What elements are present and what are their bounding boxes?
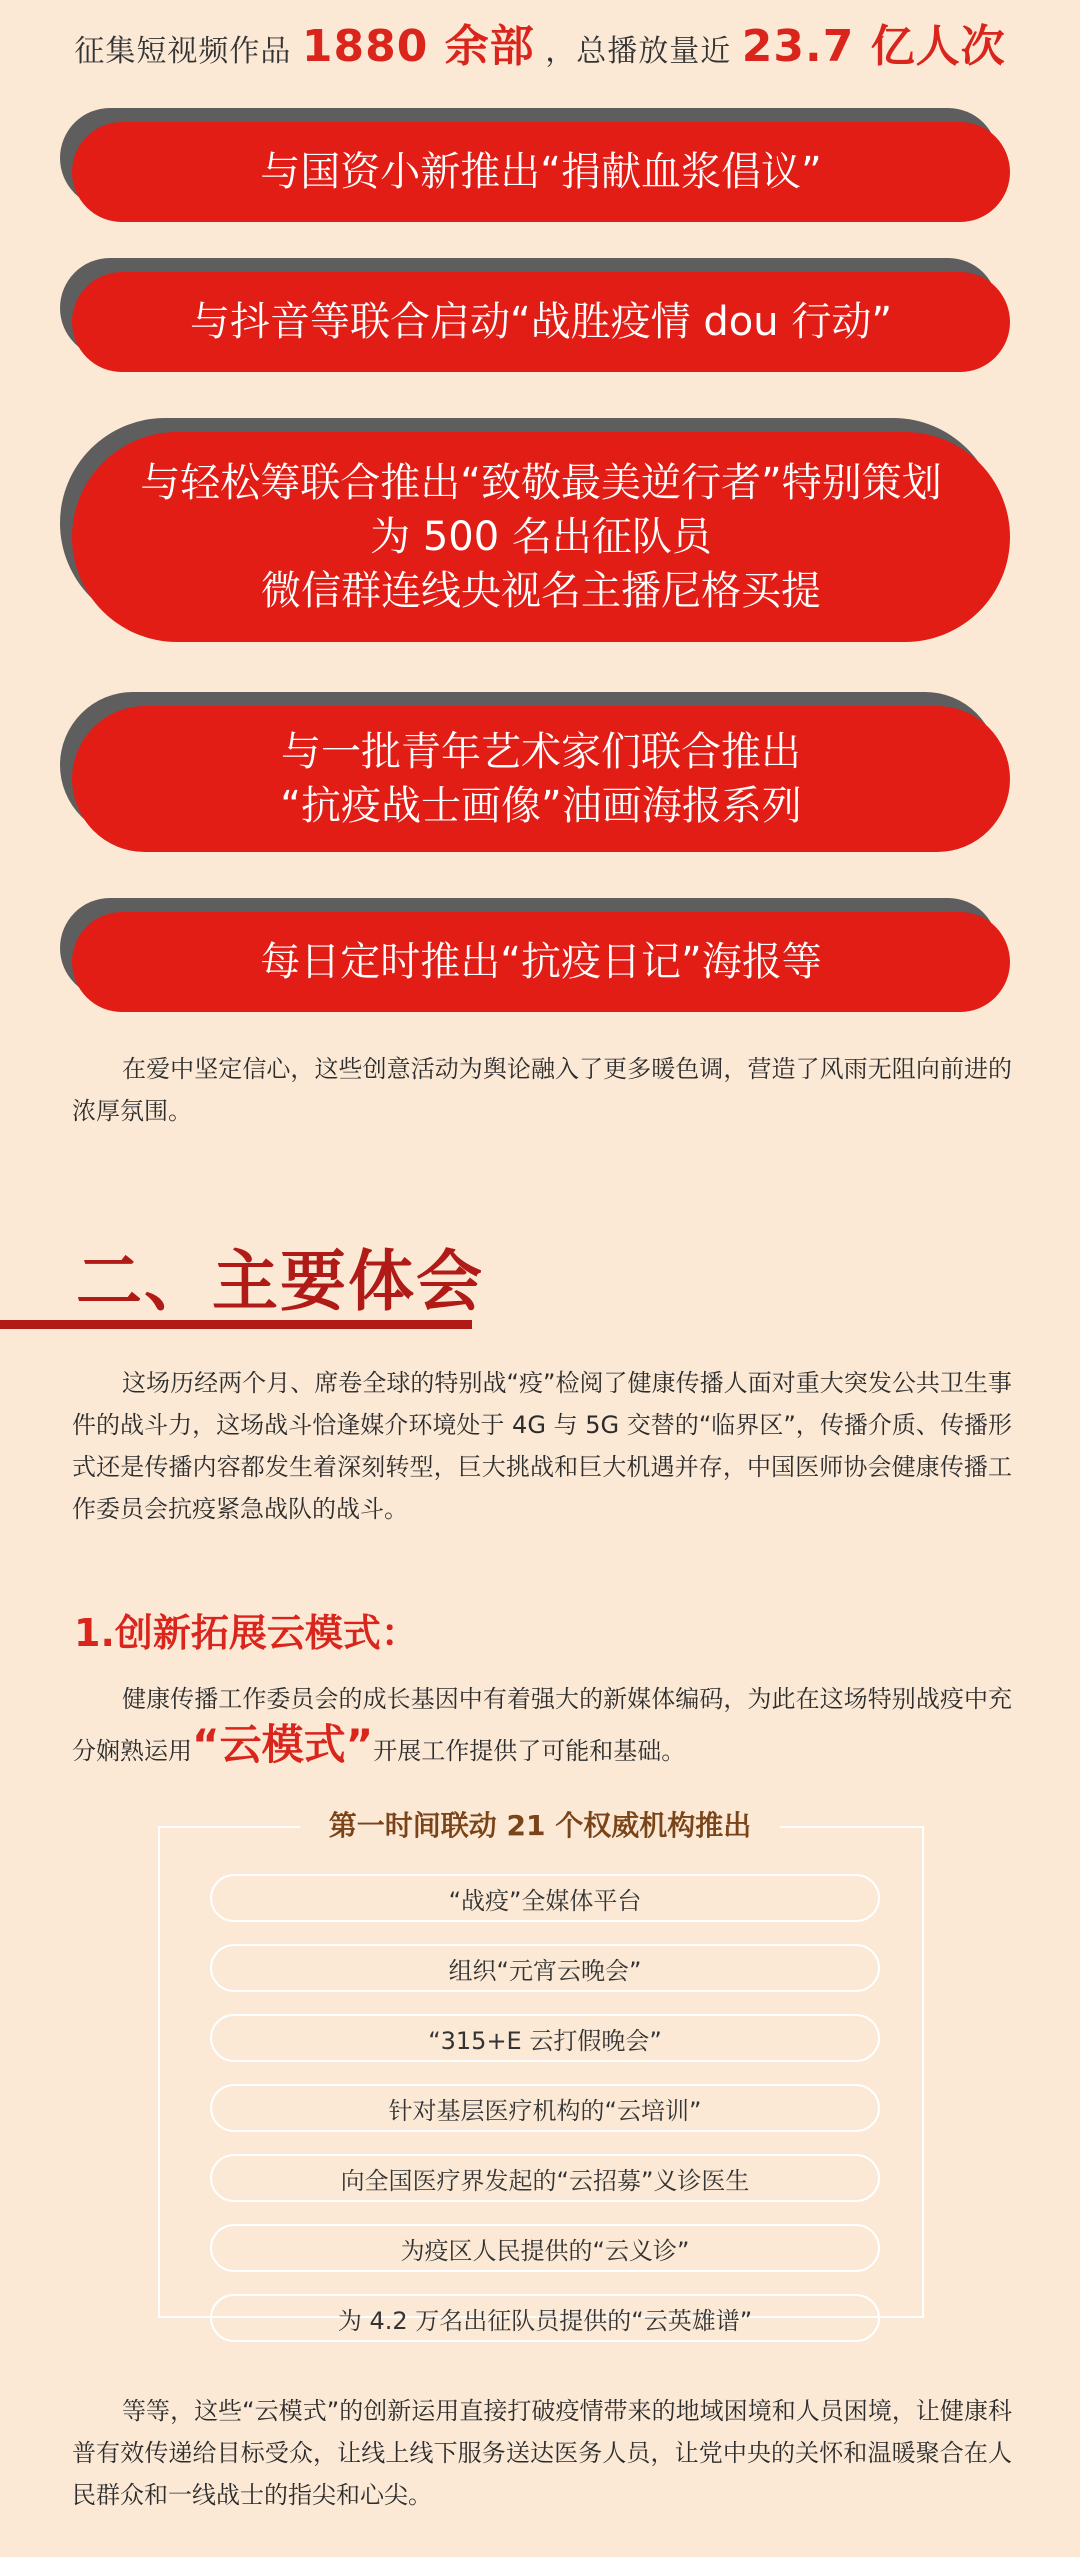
- cloud-item: 向全国医疗界发起的“云招募”义诊医生: [210, 2154, 880, 2202]
- box-title-wrap: [300, 1804, 780, 1848]
- confidence-text: 在爱中坚定信心，这些创意活动为舆论融入了更多暖色调，营造了风雨无阻向前进的浓厚氛围。: [72, 1055, 1012, 1125]
- cloud-item: 组织“元宵云晚会”: [210, 1944, 880, 1992]
- section-intro-text: 这场历经两个月、席卷全球的特别战“疫”检阅了健康传播人面对重大突发公共卫生事件的战斗力，这场战斗恰逢媒介环境处于 4G 与 5G 交替的“临界区”，传播介质、传播形式还是传播内容都发生着深刻转型，巨大挑战和巨大机遇并存，中国医师协会健康传播工作委员会抗疫紧急战队的战斗。: [72, 1369, 1012, 1523]
- cloud-item: 为 4.2 万名出征队员提供的“云英雄谱”: [210, 2294, 880, 2342]
- box-title: 第一时间联动 21 个权威机构推出: [328, 1809, 752, 1842]
- initiative-line: 与抖音等联合启动“战胜疫情 dou 行动”: [189, 299, 893, 345]
- initiative-line: 与一批青年艺术家们联合推出: [281, 729, 801, 775]
- stats-line: [0, 10, 1080, 74]
- cloud-paragraph: [72, 1676, 1012, 1774]
- initiative-line: 为 500 名出征队员: [370, 514, 712, 560]
- initiative-line: 微信群连线央视名主播尼格买提: [261, 568, 821, 614]
- confidence-paragraph: [72, 1048, 1012, 1132]
- initiative-line: 与国资小新推出“捐献血浆倡议”: [260, 149, 822, 195]
- initiative-line: 每日定时推出“抗疫日记”海报等: [260, 939, 822, 985]
- section-heading: 二、主要体会: [76, 1243, 484, 1320]
- initiative-line: 与轻松筹联合推出“致敬最美逆行者”特别策划: [140, 460, 942, 506]
- initiative-banner-diary: [72, 912, 1010, 1012]
- initiative-banner-plasma: [72, 122, 1010, 222]
- cloud-keyword: “云模式”: [192, 1720, 374, 1769]
- initiative-banner-douyin: [72, 272, 1010, 372]
- initiative-banner-artists: [72, 706, 1010, 852]
- stats-views: 23.7 亿人次: [741, 21, 1006, 72]
- initiative-banner-qingsongchou: [72, 432, 1010, 642]
- subsection-heading: 1.创新拓展云模式：: [74, 1611, 419, 1655]
- stats-count: 1880 余部: [301, 21, 535, 72]
- stats-prefix: 征集短视频作品: [74, 34, 292, 69]
- section-intro-paragraph: [72, 1362, 1012, 1530]
- initiative-line: “抗疫战士画像”油画海报系列: [280, 783, 802, 829]
- closing-text: 等等，这些“云模式”的创新运用直接打破疫情带来的地域困境和人员困境，让健康科普有效传递给目标受众，让线上线下服务送达医务人员，让党中央的关怀和温暖聚合在人民群众和一线战士的指尖和心尖。: [72, 2397, 1012, 2509]
- cloud-item: “315+E 云打假晚会”: [210, 2014, 880, 2062]
- cloud-item: “战疫”全媒体平台: [210, 1874, 880, 1922]
- stats-middle: ，总播放量近: [545, 34, 732, 69]
- cloud-text-before: 健康传播工作委员会的成长基因中有着强大的新媒体编码，为此在这场特别战疫中充分娴熟运用: [72, 1685, 1012, 1765]
- cloud-item: 为疫区人民提供的“云义诊”: [210, 2224, 880, 2272]
- section-underline: [0, 1320, 472, 1329]
- cloud-item: 针对基层医疗机构的“云培训”: [210, 2084, 880, 2132]
- closing-paragraph: [72, 2390, 1012, 2516]
- cloud-text-after: 开展工作提供了可能和基础。: [373, 1737, 686, 1765]
